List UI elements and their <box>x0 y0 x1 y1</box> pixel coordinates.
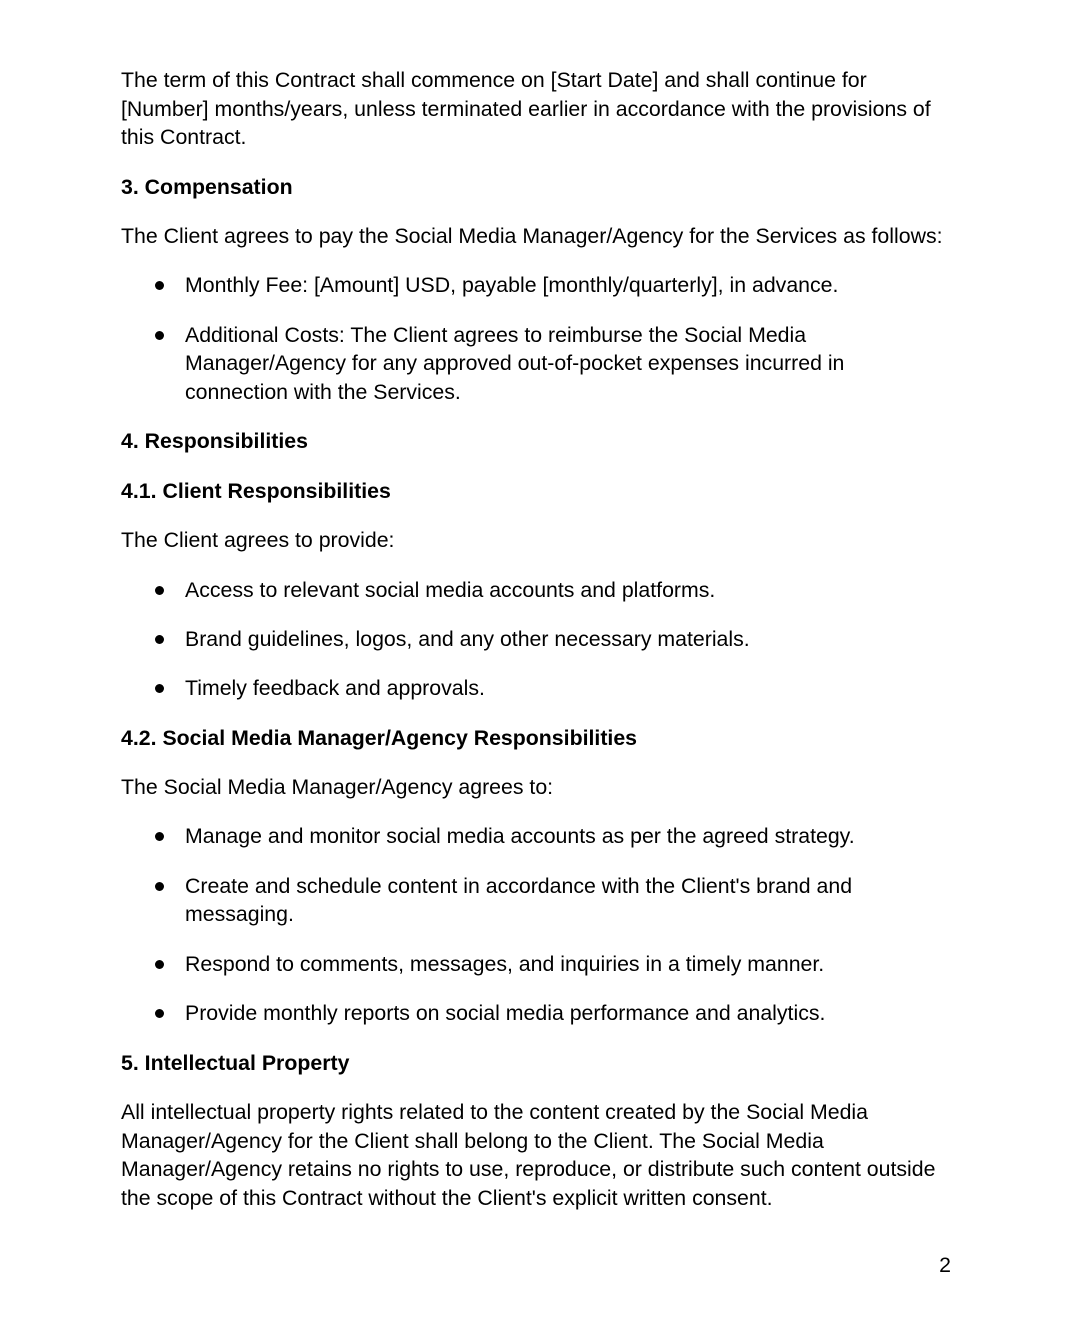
bullet-icon <box>155 331 164 340</box>
bullet-icon <box>155 635 164 644</box>
bullet-text: Additional Costs: The Client agrees to reimburse the Social Media Manager/Agency for any approved out-of-pocket expenses incurred in connection with the Services. <box>185 322 845 404</box>
bullet-icon <box>155 960 164 969</box>
section-heading: 5. Intellectual Property <box>121 1050 350 1075</box>
paragraph: The Client agrees to pay the Social Media Manager/Agency for the Services as follows: <box>121 223 943 248</box>
bullet-text: Monthly Fee: [Amount] USD, payable [monthly/quarterly], in advance. <box>185 273 839 298</box>
bullet-item <box>121 321 945 407</box>
bullet-text: Timely feedback and approvals. <box>185 676 485 701</box>
bullet-icon <box>155 1009 164 1018</box>
section-heading: 4. Responsibilities <box>121 429 308 454</box>
paragraph: The Client agrees to provide: <box>121 528 395 553</box>
bullet-item <box>121 674 945 703</box>
bullet-item <box>121 822 945 851</box>
bullet-icon <box>155 882 164 891</box>
paragraph: The Social Media Manager/Agency agrees to: <box>121 775 554 800</box>
section-heading: 3. Compensation <box>121 174 293 199</box>
bullet-icon <box>155 684 164 693</box>
bullet-icon <box>155 281 164 290</box>
bullet-item <box>121 625 945 654</box>
bullet-item <box>121 872 945 929</box>
bullet-item <box>121 950 945 979</box>
bullet-text: Provide monthly reports on social media performance and analytics. <box>185 1001 826 1026</box>
page-footer <box>121 1251 951 1280</box>
section-heading: 4.2. Social Media Manager/Agency Responsibilities <box>121 725 638 750</box>
bullet-text: Create and schedule content in accordance with the Client's brand and messaging. <box>185 873 853 927</box>
document-body <box>121 66 945 1233</box>
bullet-item <box>121 271 945 300</box>
paragraph: All intellectual property rights related to the content created by the Social Media Manager/Agency for the Client shall belong to the Client. The Social Media Manager/Agency retains no rights to use, reproduce, or distribute such content outside the scope of this Contract without the Client's explicit written consent. <box>121 1100 936 1210</box>
bullet-text: Brand guidelines, logos, and any other necessary materials. <box>185 626 750 651</box>
bullet-icon <box>155 586 164 595</box>
paragraph: The term of this Contract shall commence on [Start Date] and shall continue for [Number] months/years, unless terminated earlier in accordance with the provisions of this Contract. <box>121 68 931 150</box>
bullet-text: Respond to comments, messages, and inquiries in a timely manner. <box>185 951 825 976</box>
page-number: 2 <box>939 1253 951 1277</box>
bullet-text: Access to relevant social media accounts and platforms. <box>185 577 716 602</box>
bullet-item <box>121 576 945 605</box>
bullet-item <box>121 999 945 1028</box>
section-heading: 4.1. Client Responsibilities <box>121 478 391 503</box>
bullet-text: Manage and monitor social media accounts as per the agreed strategy. <box>185 824 855 849</box>
bullet-icon <box>155 832 164 841</box>
